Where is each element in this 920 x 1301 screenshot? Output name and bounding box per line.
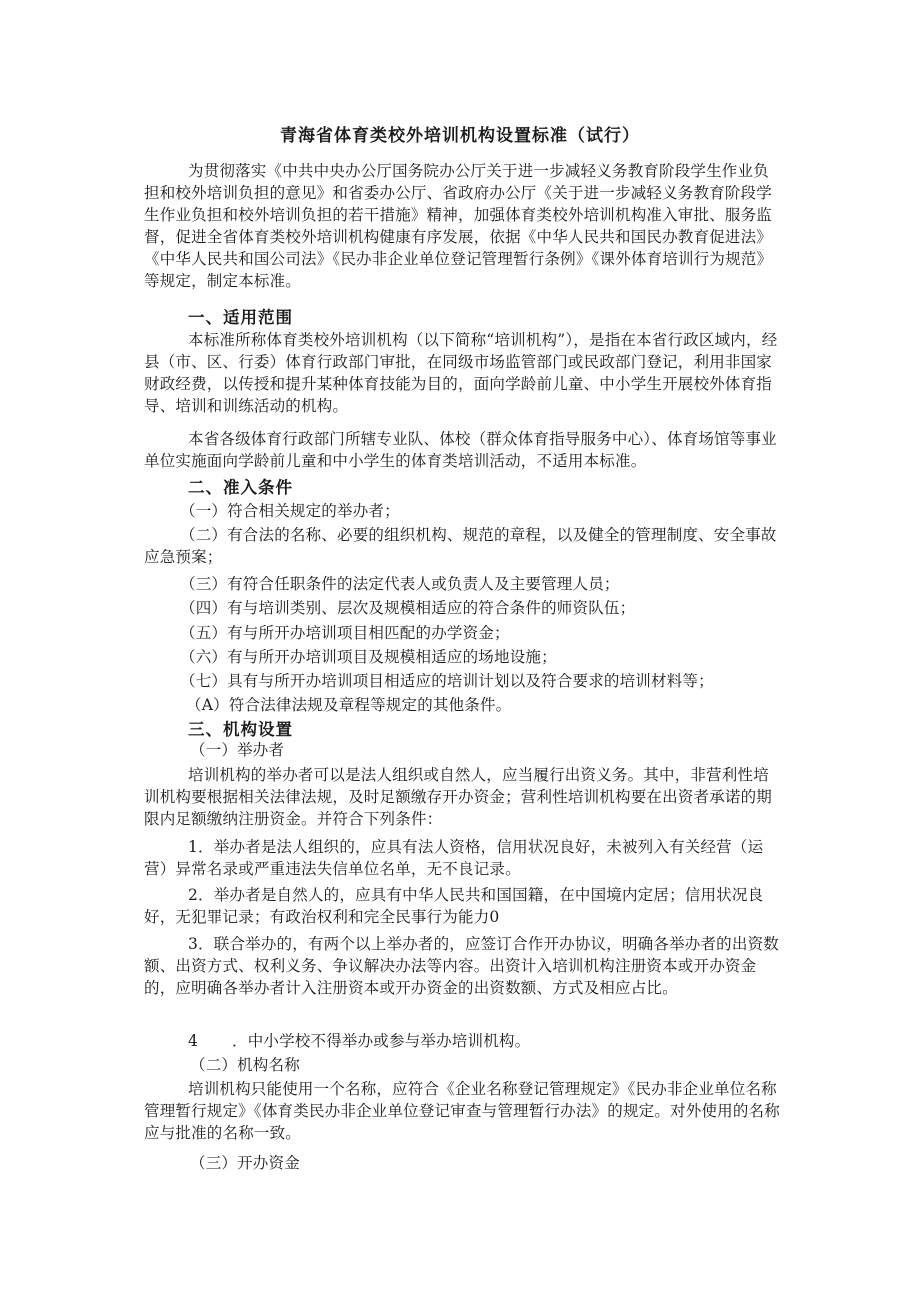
organizer-item-4-number: 4 xyxy=(188,1032,199,1050)
condition-item-6: （六）有与所开办培训项目及规模相适应的场地设施； xyxy=(180,648,557,666)
organizer-item-2: 2．举办者是自然人的，应具有中华人民共和国国籍，在中国境内定居；信用状况良好，无犯罪记录；有政治权利和完全民事行为能力0 xyxy=(144,886,764,926)
condition-item-3: （三）有符合任职条件的法定代表人或负责人及主要管理人员； xyxy=(180,575,620,593)
condition-item-4: （四）有与培训类别、层次及规模相适应的符合条件的师资队伍； xyxy=(180,599,636,617)
intro-paragraph: 为贯彻落实《中共中央办公厅国务院办公厅关于进一步减轻义务教育阶段学生作业负担和校外培训负担的意见》和省委办公厅、省政府办公厅《关于进一步减轻义务教育阶段学生作业负担和校外培训负担的若干措施》精神，加强体育类校外培训机构准入审批、服务监督，促进全省体育类校外培训机构健康有序发展，依据《中华人民共和国民办教育促进法》《中华人民共和国公司法》《民办非企业单位登记管理暂行条例》《课外体育培训行为规范》等规定，制定本标准。 xyxy=(144,162,773,290)
section-1-paragraph-2: 本省各级体育行政部门所辖专业队、体校（群众体育指导服务中心）、体育场馆等事业单位实施面向学龄前儿童和中小学生的体育类培训活动，不适用本标准。 xyxy=(144,430,777,470)
condition-item-8: （A）符合法律法规及章程等规定的其他条件。 xyxy=(186,696,512,714)
organizer-paragraph: 培训机构的举办者可以是法人组织或自然人，应当履行出资义务。其中，非营利性培训机构要根据相关法律法规，及时足额缴存开办资金；营利性培训机构要在出资者承诺的期限内足额缴纳注册资金。并符合下列条件： xyxy=(144,766,773,828)
subsection-organizer-heading: （一）举办者 xyxy=(190,741,285,759)
organizer-item-1: 1．举办者是法人组织的，应具有法人资格，信用状况良好，未被列入有关经营（运营）异常名录或严重违法失信单位名单，无不良记录。 xyxy=(144,838,764,878)
section-2-heading: 二、准入条件 xyxy=(188,478,293,497)
organizer-item-4-text: ．中小学校不得举办或参与举办培训机构。 xyxy=(232,1032,531,1050)
organizer-item-3: 3．联合举办的，有两个以上举办者的，应签订合作开办协议，明确各举办者的出资数额、出资方式、权利义务、争议解决办法等内容。出资计入培训机构注册资本或开办资金的，应明确各举办者计入注册资本或开办资金的出资数额、方式及相应占比。 xyxy=(144,935,779,997)
section-1-paragraph-1: 本标准所称体育类校外培训机构（以下简称“培训机构”），是指在本省行政区域内，经县（市、区、行委）体育行政部门审批，在同级市场监管部门或民政部门登记，利用非国家财政经费，以传授和提升某种体育技能为目的，面向学龄前儿童、中小学生开展校外体育指导、培训和训练活动的机构。 xyxy=(144,331,778,415)
section-3-heading: 三、机构设置 xyxy=(188,720,293,739)
page-title: 青海省体育类校外培训机构设置标准（试行） xyxy=(280,126,640,146)
condition-item-2: （二）有合法的名称、必要的组织机构、规范的章程，以及健全的管理制度、安全事故应急预案； xyxy=(144,526,777,566)
condition-item-7: （七）具有与所开办培训项目相适应的培训计划以及符合要求的培训材料等； xyxy=(180,672,714,690)
condition-item-1: （一）符合相关规定的举办者； xyxy=(180,502,400,520)
subsection-name-heading: （二）机构名称 xyxy=(190,1056,300,1074)
name-paragraph: 培训机构只能使用一个名称，应符合《企业名称登记管理规定》《民办非企业单位名称管理暂行规定》《体育类民办非企业单位登记审查与管理暂行办法》的规定。对外使用的名称应与批准的名称一致。 xyxy=(144,1080,780,1142)
section-1-heading: 一、适用范围 xyxy=(188,308,293,327)
subsection-funds-heading: （三）开办资金 xyxy=(190,1154,300,1172)
condition-item-5: （五）有与所开办培训项目相匹配的办学资金； xyxy=(180,624,510,642)
